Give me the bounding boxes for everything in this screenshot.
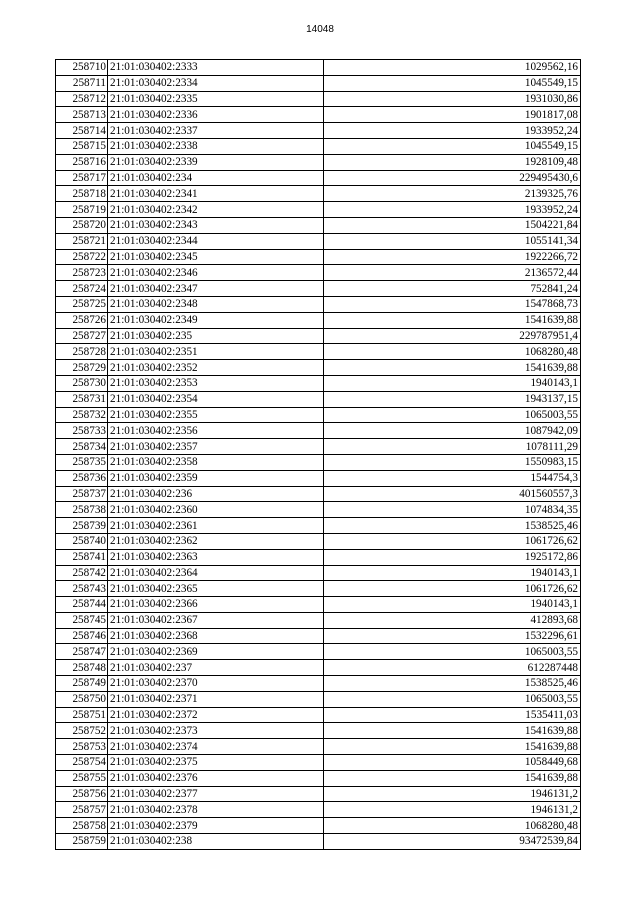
cadastral-number-cell: 21:01:030402:238 xyxy=(108,834,324,850)
table-row xyxy=(56,170,581,186)
table-row xyxy=(56,217,581,233)
cadastral-number-cell: 21:01:030402:234 xyxy=(108,170,324,186)
table-row xyxy=(56,470,581,486)
row-number-cell: 258720 xyxy=(56,217,108,233)
cadastral-value-cell: 1029562,16 xyxy=(324,60,581,76)
table-row xyxy=(56,628,581,644)
row-number-cell: 258713 xyxy=(56,107,108,123)
cadastral-number-cell: 21:01:030402:2339 xyxy=(108,154,324,170)
cadastral-value-cell: 612287448 xyxy=(324,660,581,676)
cadastral-value-cell: 93472539,84 xyxy=(324,834,581,850)
row-number-cell: 258752 xyxy=(56,723,108,739)
row-number-cell: 258719 xyxy=(56,202,108,218)
row-number-cell: 258753 xyxy=(56,739,108,755)
cadastral-number-cell: 21:01:030402:2353 xyxy=(108,375,324,391)
row-number-cell: 258716 xyxy=(56,154,108,170)
row-number-cell: 258712 xyxy=(56,91,108,107)
row-number-cell: 258754 xyxy=(56,755,108,771)
row-number-cell: 258743 xyxy=(56,581,108,597)
cadastral-value-cell: 1541639,88 xyxy=(324,312,581,328)
row-number-cell: 258759 xyxy=(56,834,108,850)
cadastral-number-cell: 21:01:030402:2344 xyxy=(108,233,324,249)
table-row xyxy=(56,91,581,107)
row-number-cell: 258740 xyxy=(56,533,108,549)
table-row xyxy=(56,565,581,581)
table-row xyxy=(56,533,581,549)
row-number-cell: 258726 xyxy=(56,312,108,328)
table-row xyxy=(56,312,581,328)
table-row xyxy=(56,265,581,281)
cadastral-number-cell: 21:01:030402:2373 xyxy=(108,723,324,739)
cadastral-value-cell: 1068280,48 xyxy=(324,818,581,834)
row-number-cell: 258711 xyxy=(56,75,108,91)
cadastral-value-cell: 1547868,73 xyxy=(324,296,581,312)
row-number-cell: 258731 xyxy=(56,391,108,407)
row-number-cell: 258730 xyxy=(56,375,108,391)
cadastral-value-cell: 1946131,2 xyxy=(324,786,581,802)
cadastral-value-cell: 1931030,86 xyxy=(324,91,581,107)
cadastral-value-cell: 1940143,1 xyxy=(324,375,581,391)
cadastral-number-cell: 21:01:030402:2363 xyxy=(108,549,324,565)
row-number-cell: 258755 xyxy=(56,770,108,786)
row-number-cell: 258739 xyxy=(56,518,108,534)
row-number-cell: 258736 xyxy=(56,470,108,486)
cadastral-value-cell: 1535411,03 xyxy=(324,707,581,723)
cadastral-value-cell: 229787951,4 xyxy=(324,328,581,344)
table-row xyxy=(56,202,581,218)
cadastral-value-cell: 1074834,35 xyxy=(324,502,581,518)
row-number-cell: 258725 xyxy=(56,296,108,312)
table-row xyxy=(56,454,581,470)
cadastral-number-cell: 21:01:030402:2370 xyxy=(108,676,324,692)
table-row xyxy=(56,723,581,739)
row-number-cell: 258727 xyxy=(56,328,108,344)
row-number-cell: 258757 xyxy=(56,802,108,818)
row-number-cell: 258710 xyxy=(56,60,108,76)
row-number-cell: 258742 xyxy=(56,565,108,581)
table-row xyxy=(56,707,581,723)
table-row xyxy=(56,597,581,613)
table-row xyxy=(56,644,581,660)
table-row xyxy=(56,138,581,154)
cadastral-value-cell: 1541639,88 xyxy=(324,360,581,376)
cadastral-number-cell: 21:01:030402:2333 xyxy=(108,60,324,76)
cadastral-number-cell: 21:01:030402:2354 xyxy=(108,391,324,407)
table-row xyxy=(56,786,581,802)
cadastral-number-cell: 21:01:030402:2376 xyxy=(108,770,324,786)
table-row xyxy=(56,154,581,170)
table-row xyxy=(56,423,581,439)
row-number-cell: 258749 xyxy=(56,676,108,692)
cadastral-value-cell: 1933952,24 xyxy=(324,123,581,139)
cadastral-value-cell: 1933952,24 xyxy=(324,202,581,218)
table-row xyxy=(56,233,581,249)
cadastral-value-cell: 1541639,88 xyxy=(324,723,581,739)
row-number-cell: 258733 xyxy=(56,423,108,439)
row-number-cell: 258748 xyxy=(56,660,108,676)
table-row xyxy=(56,407,581,423)
cadastral-number-cell: 21:01:030402:2369 xyxy=(108,644,324,660)
row-number-cell: 258722 xyxy=(56,249,108,265)
cadastral-number-cell: 21:01:030402:2366 xyxy=(108,597,324,613)
cadastral-number-cell: 21:01:030402:237 xyxy=(108,660,324,676)
cadastral-number-cell: 21:01:030402:2336 xyxy=(108,107,324,123)
row-number-cell: 258758 xyxy=(56,818,108,834)
row-number-cell: 258737 xyxy=(56,486,108,502)
cadastral-value-cell: 1940143,1 xyxy=(324,565,581,581)
table-row xyxy=(56,834,581,850)
row-number-cell: 258715 xyxy=(56,138,108,154)
row-number-cell: 258728 xyxy=(56,344,108,360)
cadastral-value-cell: 2139325,76 xyxy=(324,186,581,202)
table-row xyxy=(56,60,581,76)
cadastral-number-cell: 21:01:030402:2357 xyxy=(108,439,324,455)
cadastral-value-cell: 1925172,86 xyxy=(324,549,581,565)
cadastral-number-cell: 21:01:030402:2361 xyxy=(108,518,324,534)
cadastral-number-cell: 21:01:030402:2374 xyxy=(108,739,324,755)
table-row xyxy=(56,328,581,344)
cadastral-value-cell: 229495430,6 xyxy=(324,170,581,186)
row-number-cell: 258738 xyxy=(56,502,108,518)
cadastral-value-cell: 2136572,44 xyxy=(324,265,581,281)
cadastral-value-cell: 1946131,2 xyxy=(324,802,581,818)
cadastral-value-cell: 1550983,15 xyxy=(324,454,581,470)
table-row xyxy=(56,502,581,518)
table-row xyxy=(56,186,581,202)
row-number-cell: 258729 xyxy=(56,360,108,376)
row-number-cell: 258735 xyxy=(56,454,108,470)
table-row xyxy=(56,802,581,818)
cadastral-value-cell: 1922266,72 xyxy=(324,249,581,265)
cadastral-number-cell: 21:01:030402:2343 xyxy=(108,217,324,233)
cadastral-value-table xyxy=(55,59,581,850)
row-number-cell: 258750 xyxy=(56,691,108,707)
cadastral-number-cell: 21:01:030402:2349 xyxy=(108,312,324,328)
cadastral-value-cell: 1541639,88 xyxy=(324,739,581,755)
cadastral-value-cell: 1901817,08 xyxy=(324,107,581,123)
cadastral-value-cell: 401560557,3 xyxy=(324,486,581,502)
table-row xyxy=(56,518,581,534)
row-number-cell: 258745 xyxy=(56,612,108,628)
row-number-cell: 258723 xyxy=(56,265,108,281)
cadastral-number-cell: 21:01:030402:2367 xyxy=(108,612,324,628)
cadastral-number-cell: 21:01:030402:236 xyxy=(108,486,324,502)
table-row xyxy=(56,123,581,139)
table-row xyxy=(56,818,581,834)
row-number-cell: 258721 xyxy=(56,233,108,249)
cadastral-number-cell: 21:01:030402:2355 xyxy=(108,407,324,423)
row-number-cell: 258744 xyxy=(56,597,108,613)
cadastral-value-cell: 1058449,68 xyxy=(324,755,581,771)
cadastral-number-cell: 21:01:030402:2378 xyxy=(108,802,324,818)
row-number-cell: 258746 xyxy=(56,628,108,644)
cadastral-number-cell: 21:01:030402:2359 xyxy=(108,470,324,486)
cadastral-value-cell: 1943137,15 xyxy=(324,391,581,407)
cadastral-value-cell: 1065003,55 xyxy=(324,407,581,423)
row-number-cell: 258717 xyxy=(56,170,108,186)
cadastral-value-cell: 1061726,62 xyxy=(324,533,581,549)
cadastral-number-cell: 21:01:030402:2362 xyxy=(108,533,324,549)
cadastral-value-cell: 1068280,48 xyxy=(324,344,581,360)
cadastral-value-cell: 1504221,84 xyxy=(324,217,581,233)
cadastral-value-cell: 1055141,34 xyxy=(324,233,581,249)
row-number-cell: 258714 xyxy=(56,123,108,139)
cadastral-number-cell: 21:01:030402:2356 xyxy=(108,423,324,439)
cadastral-number-cell: 21:01:030402:2341 xyxy=(108,186,324,202)
cadastral-number-cell: 21:01:030402:2342 xyxy=(108,202,324,218)
table-row xyxy=(56,755,581,771)
table-row xyxy=(56,486,581,502)
table-row xyxy=(56,107,581,123)
cadastral-number-cell: 21:01:030402:2348 xyxy=(108,296,324,312)
cadastral-number-cell: 21:01:030402:2347 xyxy=(108,281,324,297)
cadastral-value-cell: 1928109,48 xyxy=(324,154,581,170)
table-row xyxy=(56,612,581,628)
table-body xyxy=(56,60,581,850)
table-row xyxy=(56,344,581,360)
cadastral-number-cell: 21:01:030402:2375 xyxy=(108,755,324,771)
cadastral-number-cell: 21:01:030402:2365 xyxy=(108,581,324,597)
row-number-cell: 258718 xyxy=(56,186,108,202)
table-row xyxy=(56,581,581,597)
cadastral-value-cell: 1544754,3 xyxy=(324,470,581,486)
cadastral-number-cell: 21:01:030402:2337 xyxy=(108,123,324,139)
cadastral-value-cell: 1078111,29 xyxy=(324,439,581,455)
cadastral-number-cell: 21:01:030402:2345 xyxy=(108,249,324,265)
cadastral-number-cell: 21:01:030402:2358 xyxy=(108,454,324,470)
cadastral-number-cell: 21:01:030402:2334 xyxy=(108,75,324,91)
cadastral-value-cell: 1065003,55 xyxy=(324,691,581,707)
cadastral-value-cell: 1065003,55 xyxy=(324,644,581,660)
cadastral-value-cell: 1538525,46 xyxy=(324,518,581,534)
table-row xyxy=(56,281,581,297)
cadastral-number-cell: 21:01:030402:2364 xyxy=(108,565,324,581)
table-row xyxy=(56,75,581,91)
row-number-cell: 258732 xyxy=(56,407,108,423)
table-row xyxy=(56,739,581,755)
row-number-cell: 258756 xyxy=(56,786,108,802)
cadastral-value-cell: 752841,24 xyxy=(324,281,581,297)
cadastral-value-cell: 1061726,62 xyxy=(324,581,581,597)
page-number: 14048 xyxy=(306,24,334,35)
cadastral-value-cell: 1541639,88 xyxy=(324,770,581,786)
cadastral-number-cell: 21:01:030402:2351 xyxy=(108,344,324,360)
cadastral-value-cell: 1045549,15 xyxy=(324,138,581,154)
cadastral-number-cell: 21:01:030402:235 xyxy=(108,328,324,344)
table-row xyxy=(56,660,581,676)
table-row xyxy=(56,391,581,407)
cadastral-value-cell: 1940143,1 xyxy=(324,597,581,613)
row-number-cell: 258734 xyxy=(56,439,108,455)
cadastral-number-cell: 21:01:030402:2338 xyxy=(108,138,324,154)
table-row xyxy=(56,676,581,692)
table-row xyxy=(56,296,581,312)
row-number-cell: 258747 xyxy=(56,644,108,660)
cadastral-number-cell: 21:01:030402:2372 xyxy=(108,707,324,723)
cadastral-value-cell: 1538525,46 xyxy=(324,676,581,692)
cadastral-number-cell: 21:01:030402:2379 xyxy=(108,818,324,834)
row-number-cell: 258751 xyxy=(56,707,108,723)
cadastral-value-cell: 412893,68 xyxy=(324,612,581,628)
row-number-cell: 258741 xyxy=(56,549,108,565)
cadastral-number-cell: 21:01:030402:2352 xyxy=(108,360,324,376)
cadastral-value-cell: 1045549,15 xyxy=(324,75,581,91)
table-row xyxy=(56,439,581,455)
cadastral-number-cell: 21:01:030402:2346 xyxy=(108,265,324,281)
table-row xyxy=(56,360,581,376)
table-row xyxy=(56,770,581,786)
table-row xyxy=(56,691,581,707)
row-number-cell: 258724 xyxy=(56,281,108,297)
table-row xyxy=(56,375,581,391)
cadastral-value-cell: 1532296,61 xyxy=(324,628,581,644)
cadastral-number-cell: 21:01:030402:2368 xyxy=(108,628,324,644)
cadastral-number-cell: 21:01:030402:2371 xyxy=(108,691,324,707)
cadastral-number-cell: 21:01:030402:2335 xyxy=(108,91,324,107)
table-row xyxy=(56,249,581,265)
cadastral-value-cell: 1087942,09 xyxy=(324,423,581,439)
cadastral-number-cell: 21:01:030402:2360 xyxy=(108,502,324,518)
cadastral-number-cell: 21:01:030402:2377 xyxy=(108,786,324,802)
table-row xyxy=(56,549,581,565)
